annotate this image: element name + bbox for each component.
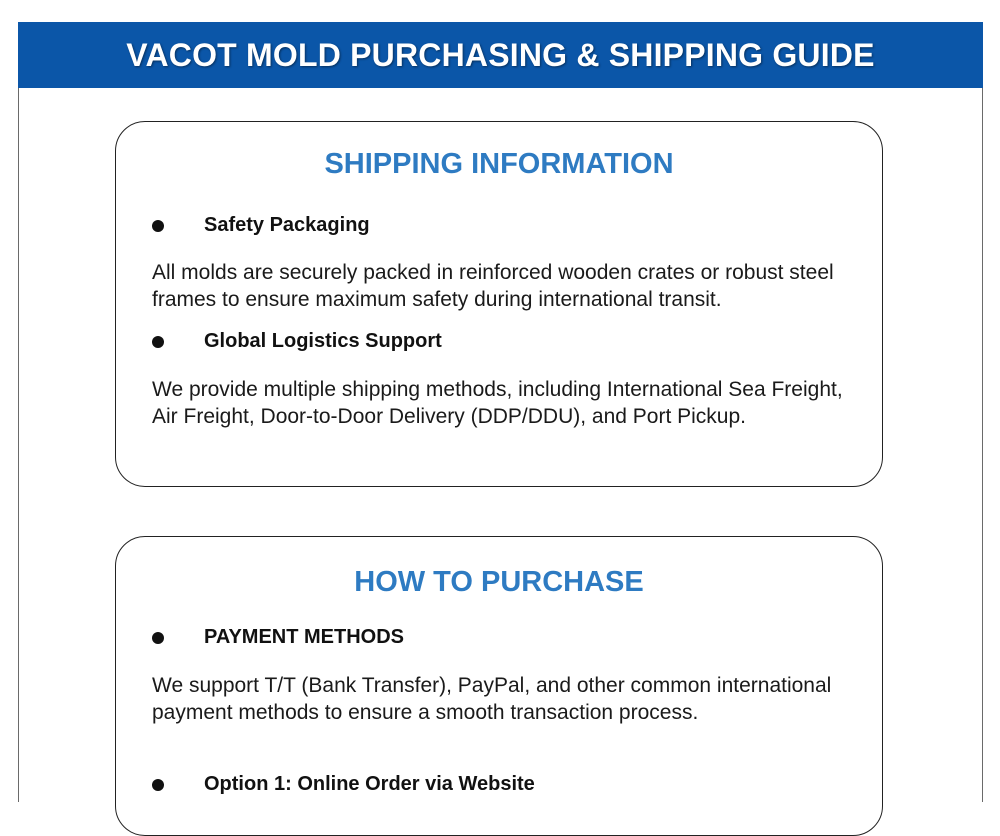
bullet-heading: Safety Packaging (204, 214, 370, 236)
how-to-purchase-card (115, 536, 883, 836)
bullet-heading: Global Logistics Support (204, 330, 442, 352)
purchase-payment-text: We support T/T (Bank Transfer), PayPal, and other common international payment methods to ensure a smooth transaction process. (152, 674, 832, 724)
bullet-icon (152, 336, 164, 348)
page-title: VACOT MOLD PURCHASING & SHIPPING GUIDE (126, 36, 875, 73)
bullet-icon (152, 779, 164, 791)
purchase-bullet-option1 (152, 773, 535, 796)
shipping-safety-text: All molds are securely packed in reinforced wooden crates or robust steel frames to ensure maximum safety during international transit. (152, 261, 834, 311)
purchase-bullet-payment (152, 626, 404, 649)
shipping-bullet-logistics (152, 330, 442, 353)
bullet-icon (152, 220, 164, 232)
bullet-heading: PAYMENT METHODS (204, 626, 405, 648)
header-banner (18, 22, 983, 88)
bullet-icon (152, 632, 164, 644)
shipping-info-card (115, 121, 883, 487)
how-to-purchase-title: HOW TO PURCHASE (354, 566, 644, 598)
shipping-info-title: SHIPPING INFORMATION (324, 148, 674, 180)
bullet-heading: Option 1: Online Order via Website (204, 773, 535, 795)
shipping-bullet-safety (152, 214, 370, 237)
shipping-logistics-text: We provide multiple shipping methods, including International Sea Freight, Air Freight, Door-to-Door Delivery (DDP/DDU), and Port Pickup. (152, 378, 843, 428)
